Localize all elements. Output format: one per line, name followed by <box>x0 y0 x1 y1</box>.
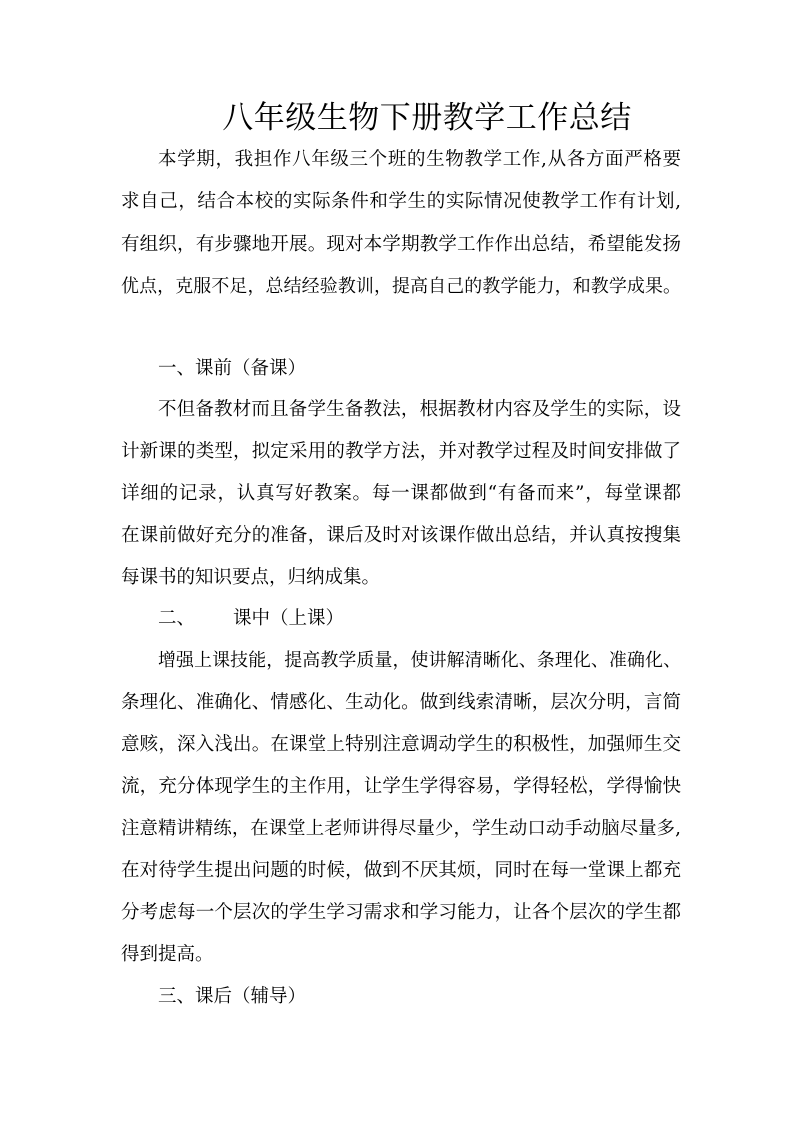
paragraph-line: 注意精讲精练，在课堂上老师讲得尽量少，学生动口动手动脑尽量多, <box>121 818 681 839</box>
paragraph-line: 流，充分体现学生的主作用，让学生学得容易，学得轻松，学得愉快 <box>121 776 681 797</box>
paragraph-line: 有组织，有步骤地开展。现对本学期教学工作作出总结，希望能发扬 <box>121 234 681 255</box>
paragraph-line: 条理化、准确化、情感化、生动化。做到线索清晰，层次分明，言简 <box>121 692 681 713</box>
section-heading-1: 一、课前（备课） <box>158 358 307 379</box>
paragraph-line: 在课前做好充分的准备，课后及时对该课作做出总结，并认真按搜集 <box>121 525 681 546</box>
paragraph-line: 得到提高。 <box>121 944 214 965</box>
paragraph-line: 不但备教材而且备学生备教法，根据教材内容及学生的实际，设 <box>158 399 681 420</box>
paragraph-line: 每课书的知识要点，归纳成集。 <box>121 567 381 588</box>
paragraph-line: 计新课的类型，拟定采用的教学方法，并对教学过程及时间安排做了 <box>121 441 681 462</box>
paragraph-line: 在对待学生提出问题的时候，做到不厌其烦，同时在每一堂课上都充 <box>121 860 681 881</box>
document-title: 八年级生物下册教学工作总结 <box>222 100 632 136</box>
paragraph-line: 求自己，结合本校的实际条件和学生的实际情况使教学工作有计划, <box>121 191 681 212</box>
section-heading-3: 三、课后（辅导） <box>158 986 307 1007</box>
section-heading-number: 二、 <box>158 608 196 629</box>
paragraph-line: 分考虑每一个层次的学生学习需求和学习能力，让各个层次的学生都 <box>121 902 681 923</box>
paragraph-line: 优点，克服不足，总结经验教训，提高自己的教学能力，和教学成果。 <box>121 276 681 297</box>
section-heading-text: 课中（上课） <box>233 608 345 629</box>
paragraph-line: 增强上课技能，提高教学质量，使讲解清晰化、条理化、准确化、 <box>158 650 681 671</box>
paragraph-line: 意赅，深入浅出。在课堂上特别注意调动学生的积极性，加强师生交 <box>121 734 681 755</box>
paragraph-line: 详细的记录，认真写好教案。每一课都做到“有备而来”，每堂课都 <box>121 483 681 504</box>
paragraph-line: 本学期，我担作八年级三个班的生物教学工作,从各方面严格要 <box>158 149 681 170</box>
section-heading-2 <box>158 606 344 632</box>
